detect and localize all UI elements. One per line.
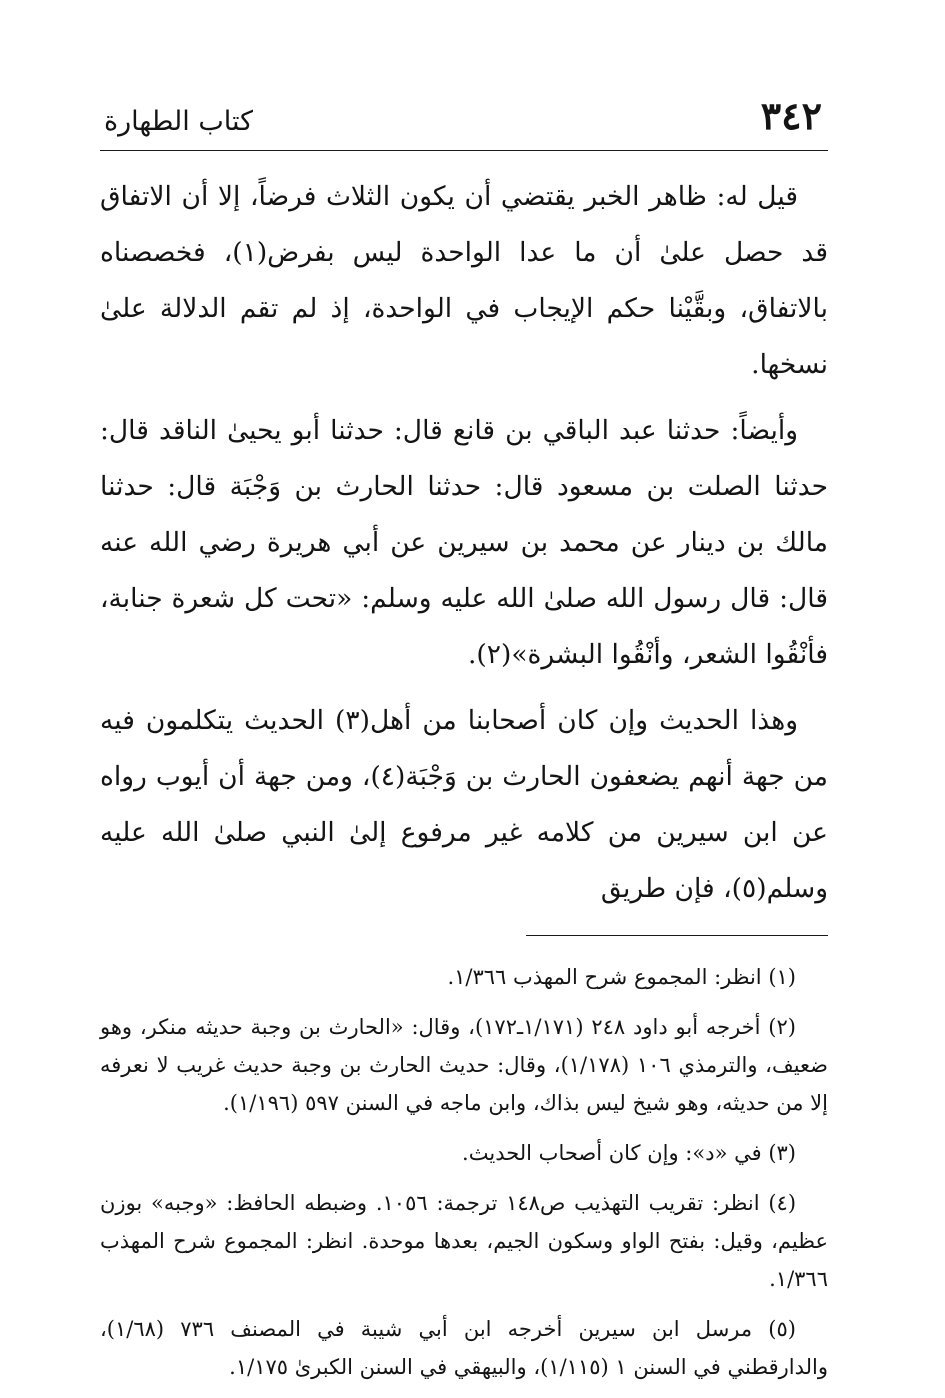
footnote: (٣) في «د»: وإن كان أصحاب الحديث. xyxy=(462,1141,796,1165)
page-number: ٣٤٢ xyxy=(760,93,822,138)
main-text xyxy=(100,169,828,917)
running-title: كتاب الطهارة xyxy=(104,106,253,137)
footnote: (٢) أخرجه أبو داود ٢٤٨ (١/١٧١ـ١٧٢)، وقال: «الحارث بن وجبة حديثه منكر، وهو ضعيف، والترمذي ١٠٦ (١/١٧٨)، وقال: حديث الحارث بن وجبة حديث غريب لا نعرفه إلا من حديثه، وهو شيخ ليس بذاك، وابن ماجه في السنن ٥٩٧ (١/١٩٦). xyxy=(100,1015,829,1115)
paragraph: وأيضاً: حدثنا عبد الباقي بن قانع قال: حدثنا أبو يحيىٰ الناقد قال: حدثنا الصلت بن مسعود قال: حدثنا الحارث بن وَجْبَة قال: حدثنا مالك بن دينار عن محمد بن سيرين عن أبي هريرة رضي الله عنه قال: قال رسول الله صلىٰ الله عليه وسلم: «تحت كل شعرة جنابة، فأنْقُوا الشعر، وأنْقُوا البشرة»(٢). xyxy=(100,415,828,670)
footnote: (٤) انظر: تقريب التهذيب ص١٤٨ ترجمة: ١٠٥٦. وضبطه الحافظ: «وجبه» بوزن عظيم، وقيل: بفتح الواو وسكون الجيم، بعدها موحدة. انظر: المجموع شرح المهذب ١/٣٦٦. xyxy=(100,1191,828,1291)
paragraph: قيل له: ظاهر الخبر يقتضي أن يكون الثلاث فرضاً، إلا أن الاتفاق قد حصل علىٰ أن ما عدا الواحدة ليس بفرض(١)، فخصصناه بالاتفاق، وبقَّيْنا حكم الإيجاب في الواحدة، إذ لم تقم الدلالة علىٰ نسخها. xyxy=(100,181,828,380)
footnote: (٥) مرسل ابن سيرين أخرجه ابن أبي شيبة في المصنف ٧٣٦ (١/٦٨)، والدارقطني في السنن ١ (١/١١٥)، والبيهقي في السنن الكبرىٰ ١/١٧٥. xyxy=(100,1317,828,1379)
page-header xyxy=(100,88,828,151)
book-page xyxy=(100,88,828,1398)
footnote-divider xyxy=(526,935,828,936)
footnotes xyxy=(100,958,828,1386)
footnote: (١) انظر: المجموع شرح المهذب ١/٣٦٦. xyxy=(447,965,796,989)
paragraph: وهذا الحديث وإن كان أصحابنا من أهل(٣) الحديث يتكلمون فيه من جهة أنهم يضعفون الحارث بن وَجْبَة(٤)، ومن جهة أن أيوب رواه عن ابن سيرين من كلامه غير مرفوع إلىٰ النبي صلىٰ الله عليه وسلم(٥)، فإن طريق xyxy=(100,705,828,904)
